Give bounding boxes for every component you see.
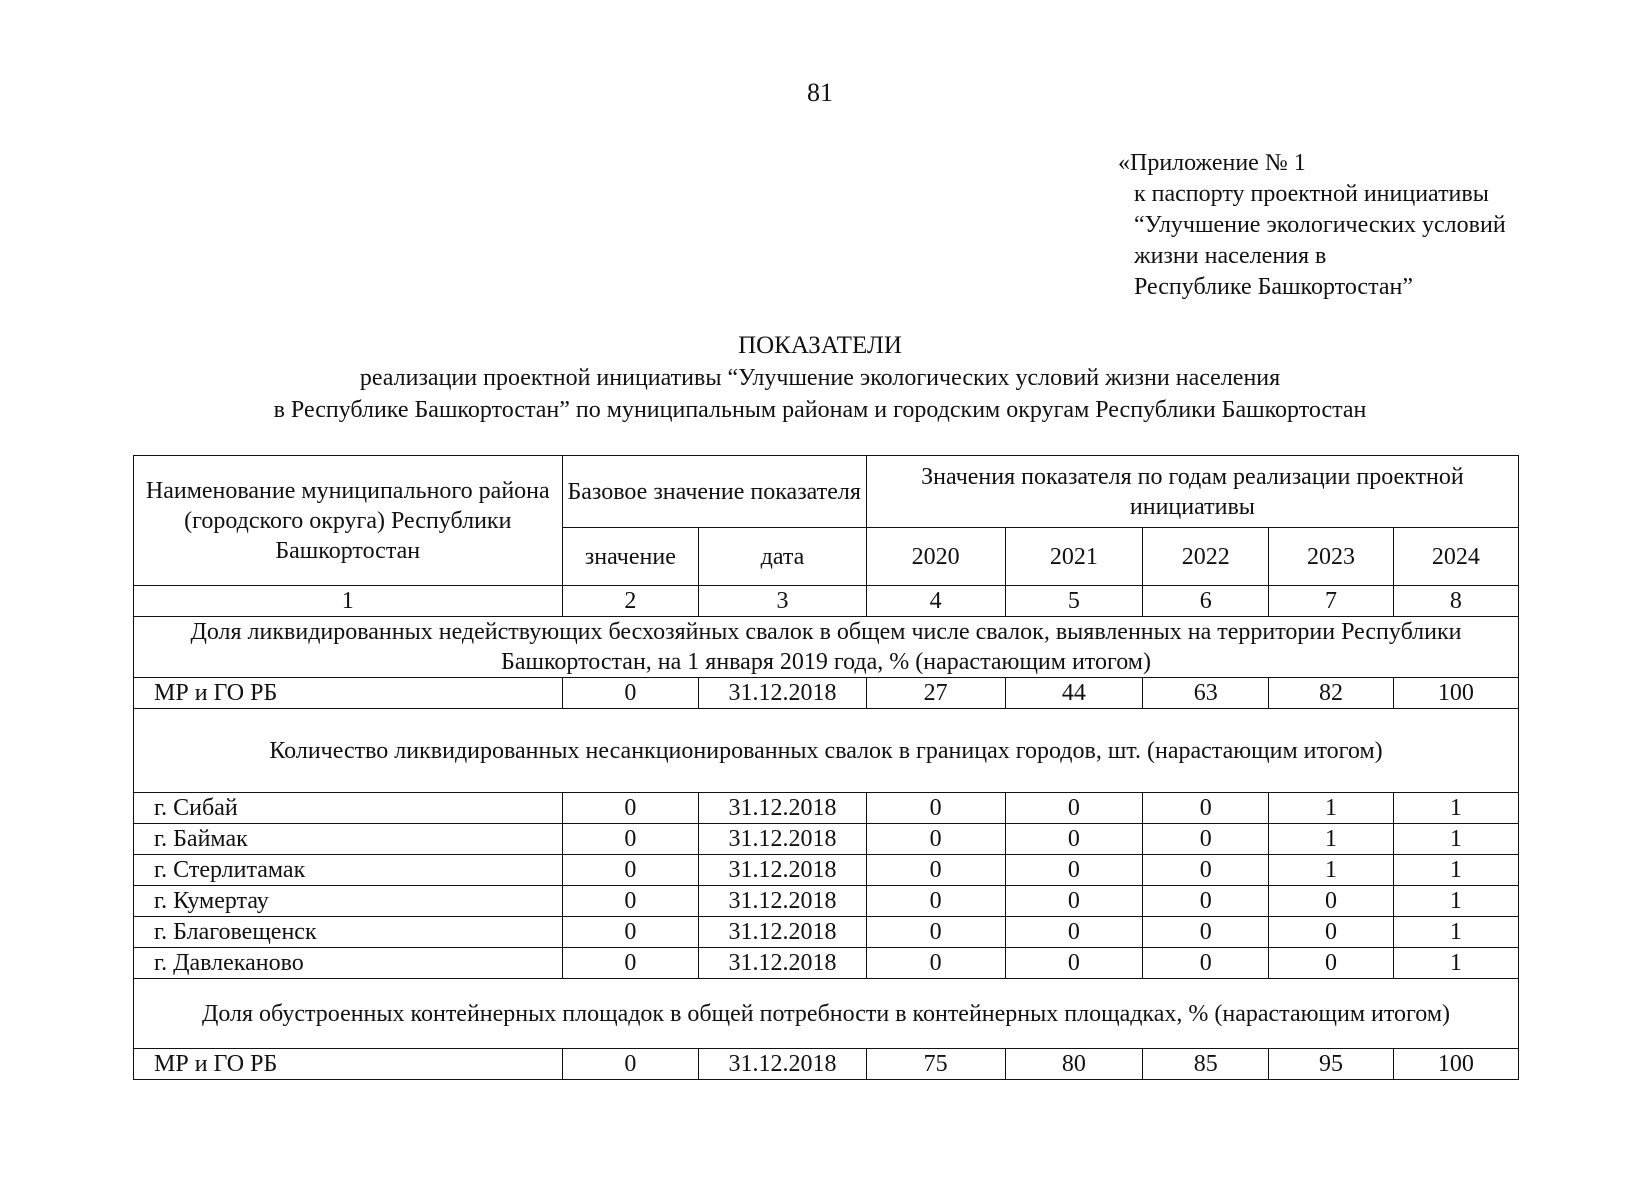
column-number: 8 xyxy=(1393,586,1518,617)
document-title xyxy=(130,330,1510,426)
header-date: дата xyxy=(699,528,867,586)
table-cell: 31.12.2018 xyxy=(699,948,867,979)
table-cell: 82 xyxy=(1269,678,1393,709)
table-cell: 63 xyxy=(1143,678,1269,709)
appendix-line: жизни населения в xyxy=(1134,243,1327,269)
column-number: 1 xyxy=(134,586,563,617)
table-row xyxy=(134,678,1519,709)
table-cell: 0 xyxy=(562,886,699,917)
title-heading: ПОКАЗАТЕЛИ xyxy=(738,332,902,359)
section-title: Доля ликвидированных недействующих бесхозяйных свалок в общем числе свалок, выявленных на территории Республики Башкортостан, на 1 января 2019 года, % (нарастающим итогом) xyxy=(134,617,1519,678)
table-cell: 0 xyxy=(562,948,699,979)
table-cell: 0 xyxy=(562,824,699,855)
table-cell: 0 xyxy=(562,855,699,886)
district-name: МР и ГО РБ xyxy=(134,678,563,709)
table-cell: 80 xyxy=(1005,1049,1143,1080)
section-title: Количество ликвидированных несанкционированных свалок в границах городов, шт. (нарастающим итогом) xyxy=(134,709,1519,793)
indicators-table xyxy=(133,455,1519,1080)
table-row xyxy=(134,793,1519,824)
header-name: Наименование муниципального района (городского округа) Республики Башкортостан xyxy=(134,456,563,586)
table-cell: 0 xyxy=(1005,886,1143,917)
table-cell: 1 xyxy=(1393,824,1518,855)
column-number: 3 xyxy=(699,586,867,617)
appendix-line: «Приложение № 1 xyxy=(1118,150,1306,176)
district-name: г. Благовещенск xyxy=(134,917,563,948)
header-year: 2020 xyxy=(866,528,1005,586)
table-cell: 44 xyxy=(1005,678,1143,709)
table-cell: 0 xyxy=(1143,824,1269,855)
header-year: 2024 xyxy=(1393,528,1518,586)
header-years-group: Значения показателя по годам реализации проектной инициативы xyxy=(866,456,1518,528)
table-cell: 0 xyxy=(1005,855,1143,886)
header-base-value: Базовое значение показателя xyxy=(562,456,866,528)
table-row xyxy=(134,917,1519,948)
table-cell: 0 xyxy=(1143,855,1269,886)
table-cell: 0 xyxy=(866,948,1005,979)
table-row xyxy=(134,1049,1519,1080)
table-cell: 0 xyxy=(1143,886,1269,917)
table-row xyxy=(134,824,1519,855)
column-numbers-row xyxy=(134,586,1519,617)
header-year: 2023 xyxy=(1269,528,1393,586)
table-cell: 27 xyxy=(866,678,1005,709)
table-cell: 31.12.2018 xyxy=(699,855,867,886)
page-number: 81 xyxy=(807,78,833,107)
table-cell: 0 xyxy=(562,793,699,824)
table-cell: 0 xyxy=(562,917,699,948)
table-row xyxy=(134,855,1519,886)
table-cell: 0 xyxy=(1143,948,1269,979)
section-row xyxy=(134,709,1519,793)
district-name: г. Стерлитамак xyxy=(134,855,563,886)
table-row xyxy=(134,886,1519,917)
table-cell: 0 xyxy=(866,886,1005,917)
table-cell: 0 xyxy=(866,824,1005,855)
table-cell: 1 xyxy=(1269,855,1393,886)
table-cell: 1 xyxy=(1393,855,1518,886)
table-cell: 31.12.2018 xyxy=(699,886,867,917)
table-cell: 31.12.2018 xyxy=(699,1049,867,1080)
column-number: 2 xyxy=(562,586,699,617)
header-year: 2021 xyxy=(1005,528,1143,586)
table-cell: 0 xyxy=(562,1049,699,1080)
column-number: 5 xyxy=(1005,586,1143,617)
table-cell: 31.12.2018 xyxy=(699,793,867,824)
table-row xyxy=(134,948,1519,979)
appendix-note xyxy=(1118,148,1506,303)
column-number: 4 xyxy=(866,586,1005,617)
district-name: МР и ГО РБ xyxy=(134,1049,563,1080)
header-value: значение xyxy=(562,528,699,586)
table-cell: 95 xyxy=(1269,1049,1393,1080)
appendix-line: к паспорту проектной инициативы xyxy=(1134,181,1489,207)
title-line: реализации проектной инициативы “Улучшение экологических условий жизни населения xyxy=(359,365,1281,391)
title-line: в Республике Башкортостан” по муниципальным районам и городским округам Республики Башкортостан xyxy=(273,397,1367,423)
table-cell: 31.12.2018 xyxy=(699,917,867,948)
district-name: г. Кумертау xyxy=(134,886,563,917)
table-cell: 31.12.2018 xyxy=(699,678,867,709)
table-cell: 0 xyxy=(866,917,1005,948)
table-cell: 0 xyxy=(1269,948,1393,979)
table-cell: 1 xyxy=(1393,886,1518,917)
appendix-line: Республике Башкортостан” xyxy=(1134,274,1413,300)
table-cell: 0 xyxy=(1269,917,1393,948)
table-cell: 0 xyxy=(1005,824,1143,855)
section-row xyxy=(134,617,1519,678)
table-cell: 1 xyxy=(1269,793,1393,824)
table-cell: 1 xyxy=(1393,917,1518,948)
section-row xyxy=(134,979,1519,1049)
table-cell: 1 xyxy=(1269,824,1393,855)
column-number: 6 xyxy=(1143,586,1269,617)
table-cell: 0 xyxy=(866,793,1005,824)
table-cell: 1 xyxy=(1393,948,1518,979)
table-cell: 85 xyxy=(1143,1049,1269,1080)
table-cell: 0 xyxy=(1143,793,1269,824)
table-cell: 0 xyxy=(1005,948,1143,979)
table-cell: 0 xyxy=(1005,917,1143,948)
table-cell: 75 xyxy=(866,1049,1005,1080)
table-cell: 31.12.2018 xyxy=(699,824,867,855)
district-name: г. Давлеканово xyxy=(134,948,563,979)
header-year: 2022 xyxy=(1143,528,1269,586)
table-cell: 100 xyxy=(1393,1049,1518,1080)
column-number: 7 xyxy=(1269,586,1393,617)
table-cell: 0 xyxy=(1143,917,1269,948)
district-name: г. Баймак xyxy=(134,824,563,855)
table-cell: 0 xyxy=(1005,793,1143,824)
table-cell: 100 xyxy=(1393,678,1518,709)
table-cell: 1 xyxy=(1393,793,1518,824)
appendix-line: “Улучшение экологических условий xyxy=(1134,212,1506,238)
section-title: Доля обустроенных контейнерных площадок в общей потребности в контейнерных площадках, % (нарастающим итогом) xyxy=(134,979,1519,1049)
table-cell: 0 xyxy=(562,678,699,709)
table-cell: 0 xyxy=(1269,886,1393,917)
district-name: г. Сибай xyxy=(134,793,563,824)
table-cell: 0 xyxy=(866,855,1005,886)
